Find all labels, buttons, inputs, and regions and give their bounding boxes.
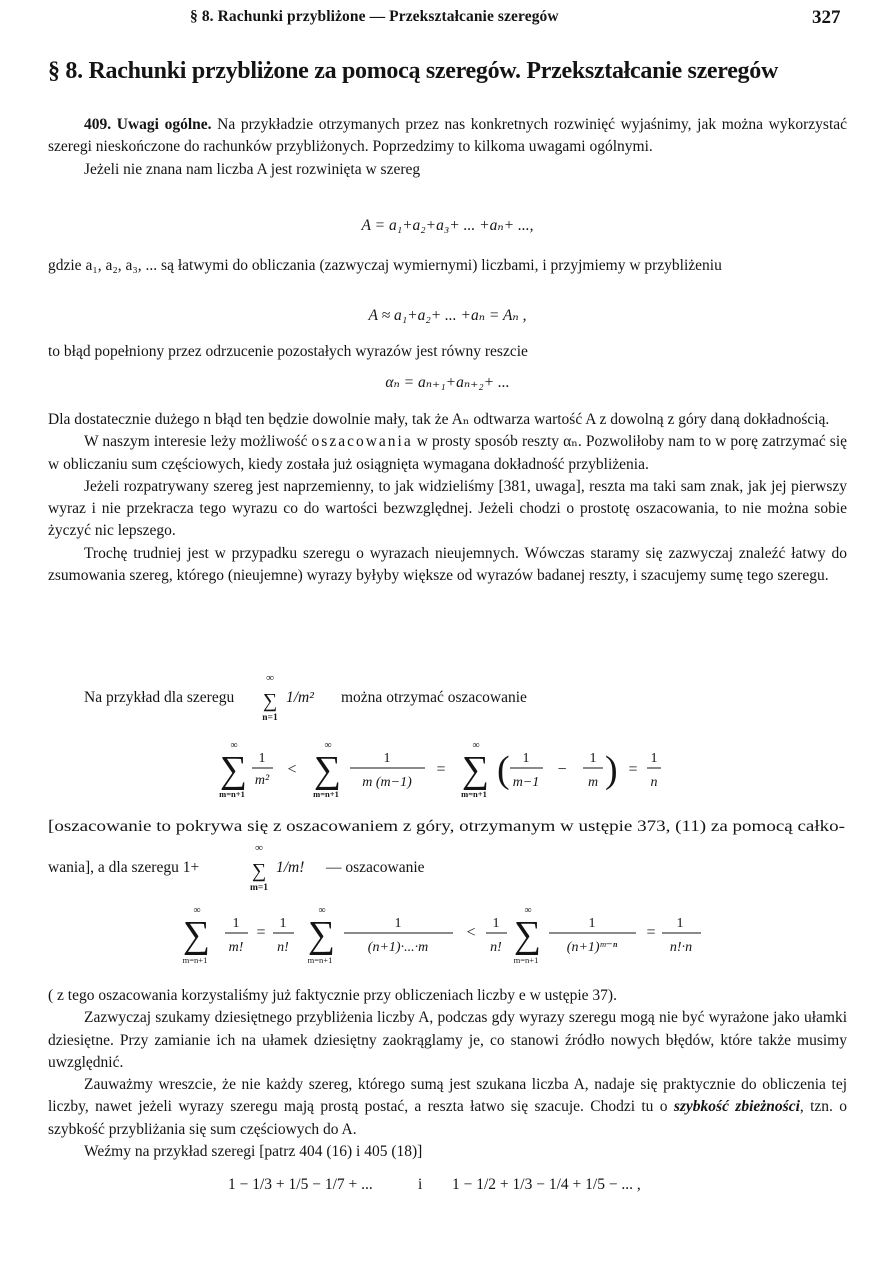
series-2: 1 − 1/2 + 1/3 − 1/4 + 1/5 − ... , <box>452 1176 641 1193</box>
alternating-paragraph: Jeżeli rozpatrywany szereg jest naprzemienny, to jak widzieliśmy [381, uwaga], reszta ma taki sam znak, jak jej pierwszy wyraz i nie przekracza tego wyrazu co do wartości bezwzględnej. Jeżeli chodzi o prostotę oszacowania, to nie można sobie życzyć nic lepszego. <box>48 477 847 540</box>
example-1-before: Na przykład dla szeregu <box>84 689 235 706</box>
svg-text:m²: m² <box>254 773 270 788</box>
example-1-after: można otrzymać oszacowanie <box>341 689 527 706</box>
example-1-sum-bottom: n=1 <box>262 713 278 723</box>
sum-icon: ∑ <box>262 690 278 712</box>
svg-text:=: = <box>436 761 446 778</box>
svg-text:1: 1 <box>279 916 287 931</box>
paragraph-number: 409. <box>84 116 112 133</box>
svg-text:m=n+1: m=n+1 <box>219 789 245 799</box>
example-1-term: 1/m² <box>286 689 314 706</box>
svg-text:m=1: m=1 <box>249 883 269 893</box>
error-paragraph: to błąd popełniony przez odrzucenie pozostałych wyrazów jest równy reszcie <box>48 343 528 360</box>
svg-text:m−1: m−1 <box>512 775 540 790</box>
equation-approximation: A ≈ a₁+a₂+ ... +aₙ = Aₙ , <box>368 307 527 324</box>
svg-text:∞: ∞ <box>324 740 332 751</box>
used-e-paragraph: ( z tego oszacowania korzystaliśmy już faktycznie przy obliczeniach liczby e w ustępie 37). <box>48 987 617 1004</box>
formula-2 <box>183 905 701 965</box>
paragraph-text: Na przykładzie otrzymanych przez nas konkretnych rozwinięć wyjaśnimy, jak można wykorzystać szeregi nieskończone do rachunków przybliżonych. Poprzedzimy to kilkoma uwagami ogólnymi. <box>48 116 848 156</box>
sum-icon: ∑ <box>308 914 336 956</box>
svg-text:— oszacowanie: — oszacowanie <box>326 859 425 876</box>
page-number: 327 <box>812 7 841 28</box>
closing-paragraphs <box>48 985 847 1163</box>
svg-text:1: 1 <box>522 751 530 766</box>
svg-text:m=n+1: m=n+1 <box>313 789 339 799</box>
svg-text:1: 1 <box>394 916 402 931</box>
svg-text:(n+1)·...·m: (n+1)·...·m <box>367 940 429 955</box>
svg-text:1: 1 <box>258 751 266 766</box>
decimal-paragraph: Zazwyczaj szukamy dziesiętnego przybliżenia liczby A, podczas gdy wyrazy szeregu mogą nie być wyrażone jako ułamki dziesiętne. Przy zamianie ich na ułamek dziesiętny zaokrąglamy je, co stanowi źródło nowych błędów, które także musimy uwzględnić. <box>48 1009 847 1071</box>
svg-text:∞: ∞ <box>472 740 480 751</box>
sum-icon: ∑ <box>251 860 267 882</box>
take-paragraph: Weźmy na przykład szeregi [patrz 404 (16) i 405 (18)] <box>84 1143 423 1161</box>
svg-text:1: 1 <box>650 751 658 766</box>
svg-text:m: m <box>587 775 599 790</box>
sum-icon: ∑ <box>220 749 248 791</box>
not-every-paragraph: Zauważmy wreszcie, że nie każdy szereg, którego sumą jest szukana liczba A, nadaje się praktycznie do obliczenia tej liczby, nawet jeżeli wyrazy szeregu mają prostą postać, a reszta łatwo się szacuje. Chodzi tu o szybkość zbieżności, tzn. o szybkość przybliżania się sum częściowych do A. <box>48 1076 847 1138</box>
svg-text:m=n+1: m=n+1 <box>307 955 333 965</box>
running-title: § 8. Rachunki przybliżone — Przekształcanie szeregów <box>190 8 559 25</box>
nonnegative-paragraph: Trochę trudniej jest w przypadku szeregu o wyrazach nieujemnych. Wówczas staramy się zazwyczaj znaleźć łatwy do zsumowania szereg, którego (nieujemne) wyrazy byłyby większe od wyrazów badanej reszty, i szacujemy sumę tego szeregu. <box>48 544 847 585</box>
large-n-paragraph: Dla dostatecznie dużego n błąd ten będzie dowolnie mały, tak że Aₙ odtwarza wartość A z dowolną z góry daną dokładnością. <box>48 411 830 428</box>
svg-text:1/m!: 1/m! <box>276 859 305 876</box>
paragraph-heading: Uwagi ogólne. <box>116 116 212 133</box>
svg-text:∞: ∞ <box>255 842 263 854</box>
svg-text:n: n <box>650 775 658 790</box>
equation-remainder: αₙ = aₙ₊₁+aₙ₊₂+ ... <box>385 374 510 391</box>
interest-paragraph: W naszym interesie leży możliwość oszacowania w prosty sposób reszty αₙ. Pozwoliłoby nam to w porę zatrzymać się w obliczaniu sum częściowych, kiedy została już osiągnięta wymagana dokładność przybliżenia. <box>48 433 848 473</box>
sum-icon: ∑ <box>314 749 342 791</box>
section-title: § 8. Rachunki przybliżone za pomocą szeregów. Przekształcanie szeregów <box>48 58 778 84</box>
emphasized-term: oszacowania <box>311 433 413 451</box>
svg-text:<: < <box>466 924 476 941</box>
series-intro: Jeżeli nie znana nam liczba A jest rozwinięta w szereg <box>84 160 421 178</box>
svg-text:∞: ∞ <box>230 740 238 751</box>
formula-1 <box>219 740 661 799</box>
svg-text:m=n+1: m=n+1 <box>513 955 539 965</box>
svg-text:n!: n! <box>277 940 289 955</box>
svg-text:∞: ∞ <box>193 905 201 916</box>
svg-text:=: = <box>256 924 266 941</box>
sum-icon: ∑ <box>183 914 211 956</box>
estimate-note-line-1: [oszacowanie to pokrywa się z oszacowaniem z góry, otrzymanym w ustępie 373, (11) za pomocą całko- <box>48 818 845 835</box>
svg-text:m!: m! <box>228 940 244 955</box>
svg-text:m=n+1: m=n+1 <box>461 789 487 799</box>
svg-text:=: = <box>628 761 638 778</box>
svg-text:1: 1 <box>676 916 684 931</box>
right-parenthesis: ) <box>605 749 618 791</box>
svg-text:1: 1 <box>492 916 500 931</box>
svg-text:∞: ∞ <box>318 905 326 916</box>
svg-text:n!: n! <box>490 940 502 955</box>
svg-text:<: < <box>287 761 297 778</box>
speed-term: szybkość zbieżności <box>673 1098 800 1116</box>
svg-text:1: 1 <box>383 751 391 766</box>
example-1-sum-top: ∞ <box>266 672 274 684</box>
svg-text:∞: ∞ <box>524 905 532 916</box>
svg-text:1: 1 <box>588 916 596 931</box>
svg-text:n!·n: n!·n <box>669 940 693 955</box>
svg-text:1: 1 <box>589 751 597 766</box>
series-1: 1 − 1/3 + 1/5 − 1/7 + ... <box>228 1176 373 1193</box>
where-paragraph: gdzie a₁, a₂, a₃, ... są łatwymi do obliczania (zazwyczaj wymiernymi) liczbami, i przyjmiemy w przybliżeniu <box>48 257 722 274</box>
svg-text:=: = <box>646 924 656 941</box>
svg-text:−: − <box>557 761 567 778</box>
left-parenthesis: ( <box>497 749 510 791</box>
svg-text:m (m−1): m (m−1) <box>362 775 412 790</box>
svg-text:(n+1)ᵐ⁻ⁿ: (n+1)ᵐ⁻ⁿ <box>566 940 618 955</box>
svg-text:m=n+1: m=n+1 <box>182 955 208 965</box>
svg-text:1: 1 <box>232 916 240 931</box>
equation-series: A = a₁+a₂+a₃+ ... +aₙ+ ..., <box>361 217 534 234</box>
sum-icon: ∑ <box>514 914 542 956</box>
estimate-note-2-before: wania], a dla szeregu 1+ <box>48 859 200 876</box>
sum-icon: ∑ <box>462 749 490 791</box>
series-connector: i <box>418 1176 423 1193</box>
